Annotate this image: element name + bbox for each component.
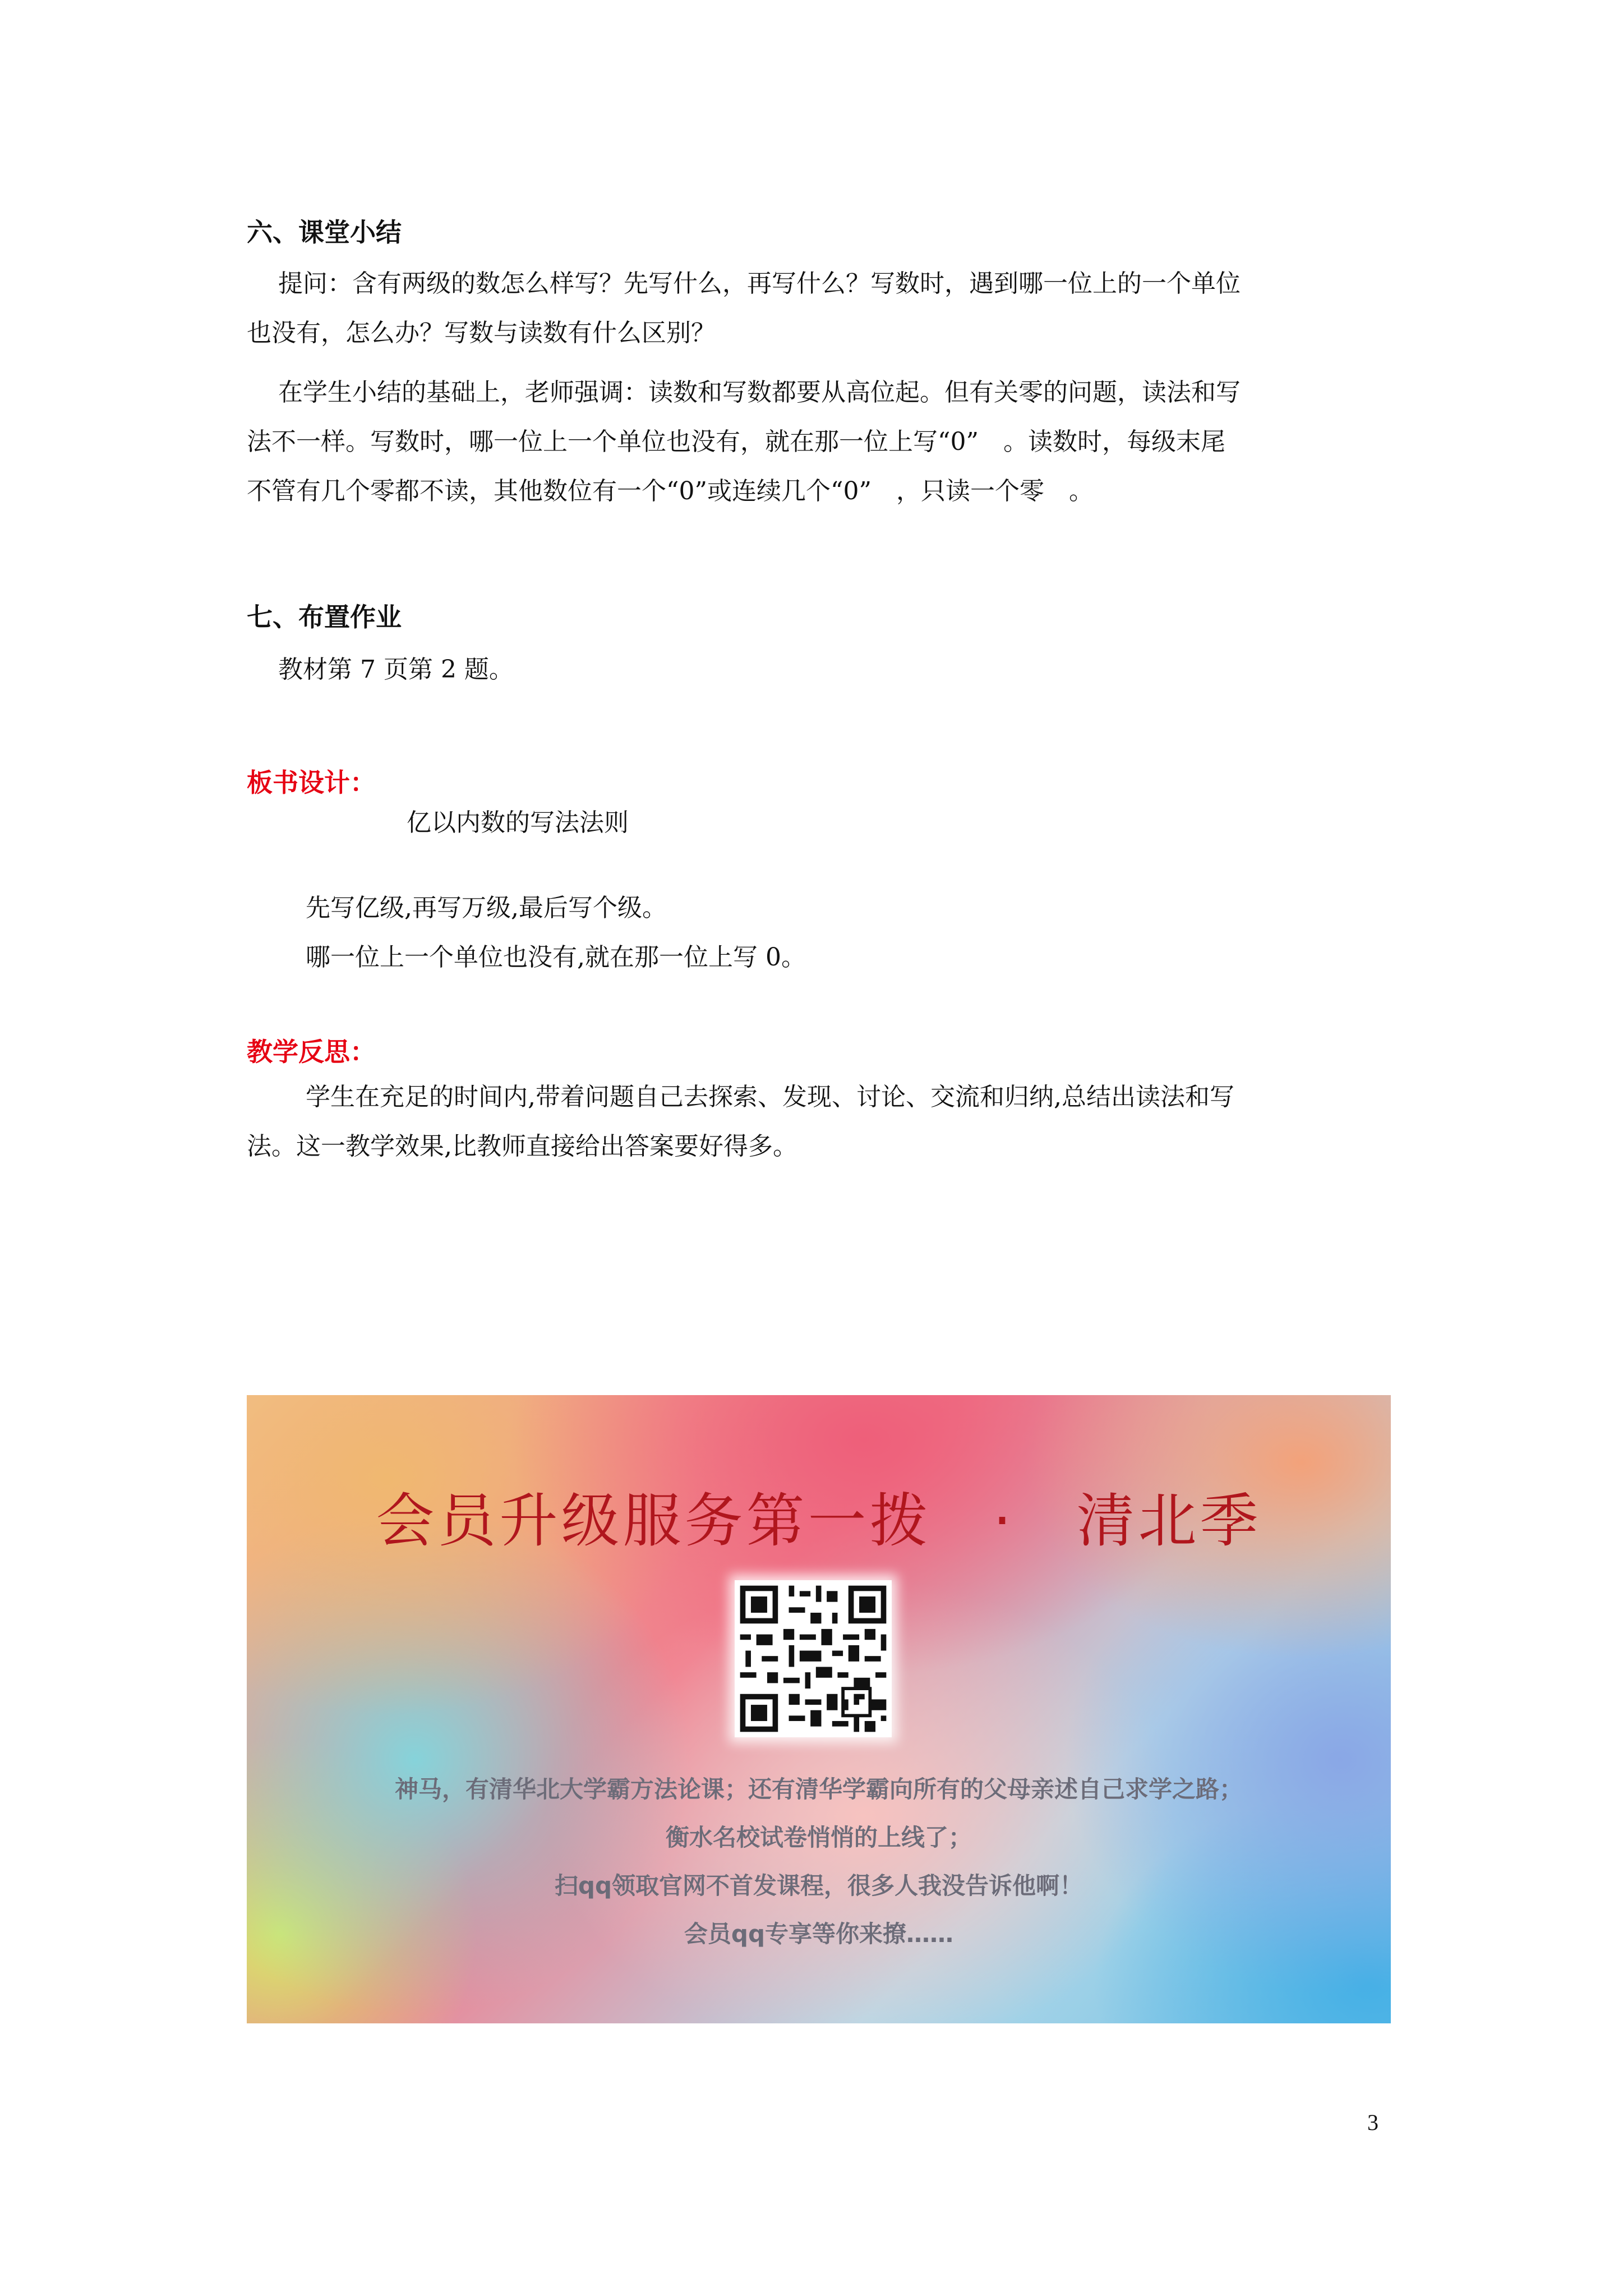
reflection-line: 法。这一教学效果,比教师直接给出答案要好得多。 [247,1132,797,1161]
summary-paragraph-1 [247,259,1391,358]
qr-code-icon[interactable] [735,1580,892,1737]
promo-banner[interactable] [247,1395,1391,2023]
board-design-rules [306,884,1450,982]
summary-line: 在学生小结的基础上，老师强调：读数和写数都要从高位起。但有关零的问题，读法和写 [278,378,1241,407]
summary-line: 法不一样。写数时，哪一位上一个单位也没有，就在那一位上写“0” 。读数时，每级末尾 [247,427,1225,456]
board-design-label: 板书设计： [247,767,376,798]
banner-line: 扫qq领取官网不首发课程，很多人我没告诉他啊！ [554,1872,1083,1899]
banner-line: 衡水名校试卷悄悄的上线了； [665,1824,972,1851]
banner-text [247,1765,1391,1958]
summary-line: 提问：含有两级的数怎么样写？先写什么，再写什么？写数时，遇到哪一位上的一个单位 [278,269,1241,298]
page-number: 3 [1367,2110,1378,2135]
banner-line: 会员qq专享等你来撩…… [684,1920,954,1948]
section-summary-heading: 六、课堂小结 [247,217,402,247]
summary-line: 也没有，怎么办？写数与读数有什么区别？ [247,319,716,347]
homework-line: 教材第 7 页第 2 题。 [278,655,514,684]
reflection-line: 学生在充足的时间内,带着问题自己去探索、发现、讨论、交流和归纳,总结出读法和写 [306,1083,1234,1111]
reflection-label: 教学反思： [247,1037,376,1067]
banner-title: 会员升级服务第一拨 · 清北季 [376,1487,1262,1555]
homework-text [247,645,1391,694]
banner-line: 神马，有清华北大学霸方法论课；还有清华学霸向所有的父母亲述自己求学之路； [394,1775,1243,1803]
board-rule: 先写亿级,再写万级,最后写个级。 [306,894,667,922]
board-rule: 哪一位上一个单位也没有,就在那一位上写 0。 [306,943,806,972]
summary-line: 不管有几个零都不读，其他数位有一个“0”或连续几个“0” ，只读一个零 。 [247,477,1094,505]
section-homework-heading: 七、布置作业 [247,602,402,632]
reflection-paragraph [247,1073,1391,1171]
summary-paragraph-2 [247,368,1391,516]
board-design-title: 亿以内数的写法法则 [407,808,629,837]
